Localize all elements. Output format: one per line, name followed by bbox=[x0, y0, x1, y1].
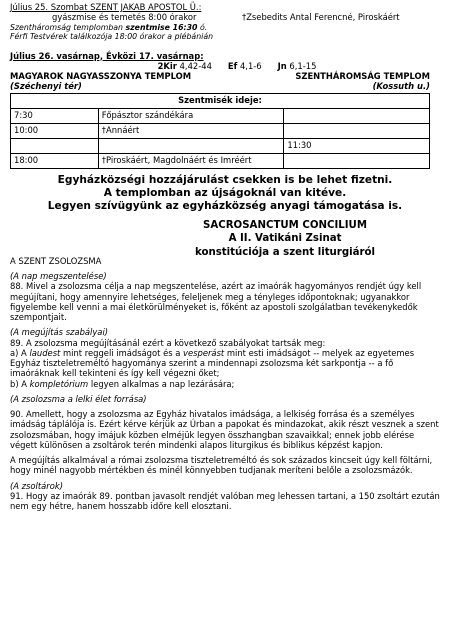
row-right bbox=[284, 153, 430, 168]
reading-1-ref: 4,42-44 bbox=[179, 60, 212, 71]
notice-line3: Legyen szívügyünk az egyházközség anyagi támogatása is. bbox=[47, 199, 403, 212]
row-intent: Főpásztor szándékára bbox=[98, 108, 284, 123]
reading-2 bbox=[228, 61, 262, 71]
sc-title1: SACROSANCTUM CONCILIUM bbox=[203, 220, 367, 232]
p89a-vesperast: vesperást bbox=[183, 347, 225, 358]
notice-line2: A templomban az újságoknál van kitéve. bbox=[103, 186, 347, 199]
day25-line1 bbox=[10, 12, 440, 22]
paragraph-91: 91. Hogy az imaórák 89. pontban javasolt rendjét valóban meg lehessen tartani, a 150 zsoltárt ezután nem egy hétre, hanem hosszabb időre kell elosztani. bbox=[10, 490, 440, 512]
sc-title3: konstitúciója a szent liturgiáról bbox=[194, 246, 376, 258]
paragraph-90b: A megújítás alkalmával a római zsolozsma tiszteletreméltó és sok százados kincseit úgy kell föltárni, hogy minél nagyobb mértékben és minél könnyebben tudjanak meríteni belőle a zsolozsmázók. bbox=[10, 455, 433, 476]
row-time: 10:00 bbox=[11, 123, 99, 138]
day25-mass-left: gyászmise és temetés 8:00 órakor bbox=[52, 12, 197, 23]
subheading-4: (A zsoltárok) bbox=[10, 480, 63, 491]
bulletin-page bbox=[10, 2, 440, 511]
mass-schedule-table bbox=[10, 93, 430, 169]
document-body bbox=[10, 271, 440, 511]
church-right: SZENTHÁROMSÁG TEMPLOM bbox=[295, 71, 430, 81]
row-intent: †Piroskáért, Magdolnáért és Imréért bbox=[98, 153, 284, 168]
paragraph-90: 90. Amellett, hogy a zsolozsma az Egyház hivatalos imádsága, a lelkiség forrása és a személyes imádság táplálója is. Ezért kérve kérjük az Úrban a papokat és mindazokat, akik részt vesznek a szent zsolozsmában, hogy imájuk közben elméjük legyen összhangban szavaikkal; ennek jobb elérése végett különösen a zsoltárok terén mindenki alapos liturgikus és biblikus képzést kapjon. bbox=[10, 409, 439, 450]
table-row bbox=[11, 138, 430, 153]
row-time: 18:00 bbox=[11, 153, 99, 168]
row-time bbox=[11, 138, 99, 153]
row-right: 11:30 bbox=[284, 138, 430, 153]
paragraph-89: 89. A zsolozsma megújításánál ezért a következő szabályokat tartsák meg: bbox=[10, 337, 326, 348]
subheading-1: (A nap megszentelése) bbox=[10, 271, 107, 282]
readings bbox=[50, 61, 440, 71]
subheading-3: (A zsolozsma a lelki élet forrása) bbox=[10, 393, 147, 404]
table-header-row bbox=[11, 93, 430, 108]
day25-section bbox=[10, 2, 440, 42]
day25-line2 bbox=[10, 23, 440, 33]
church-places bbox=[10, 81, 430, 91]
p89b-post: legyen alkalmas a nap lezárására; bbox=[88, 378, 235, 389]
subheading-2: (A megújítás szabályai) bbox=[10, 327, 109, 338]
day25-line2-bold: szentmise 16:30 bbox=[125, 22, 198, 32]
church-left: MAGYAROK NAGYASSZONYA TEMPLOM bbox=[10, 71, 192, 81]
table-header: Szentmisék ideje: bbox=[11, 93, 430, 108]
reading-3 bbox=[278, 61, 317, 71]
p89a-mid: mint reggeli imádságot és a bbox=[60, 347, 184, 358]
paragraph-89b bbox=[10, 379, 440, 389]
day25-line2-pre: Szentháromság templomban bbox=[10, 22, 126, 32]
place-left: (Széchenyi tér) bbox=[10, 81, 82, 92]
p89b-kompletorium: kompletórium bbox=[29, 378, 89, 389]
day26-heading: Július 26. vasárnap, Évközi 17. vasárnap: bbox=[10, 50, 204, 61]
row-intent: †Annáért bbox=[98, 123, 284, 138]
day25-mass-right: †Zsebedits Antal Ferencné, Piroskáért bbox=[242, 12, 400, 23]
day25-line3: Férfi Testvérek találkozója 18:00 órakor a plébánián bbox=[10, 32, 214, 41]
paragraph-89a bbox=[10, 348, 440, 379]
p89a-laudest: laudest bbox=[29, 347, 61, 358]
day25-heading: Július 25. Szombat SZENT JAKAB APOSTOL Ü.: bbox=[10, 2, 202, 12]
notice-line1: Egyházközségi hozzájárulást csekken is be lehet fizetni. bbox=[57, 173, 393, 186]
table-row bbox=[11, 123, 430, 138]
p89a-post: mint esti imádságot -- melyek az egyetemes Egyház tiszteletreméltó hagyománya szerint a mindennapi zsolozsma két sarkpontja -- a fő imaóráknak kell tekinteni és így kell végezni őket; bbox=[10, 347, 415, 379]
reading-1-book: 2Kir bbox=[157, 60, 177, 71]
reading-3-book: Jn bbox=[277, 60, 287, 71]
p89a-pre: a) A bbox=[10, 347, 30, 358]
reading-1 bbox=[158, 61, 212, 71]
p89b-pre: b) A bbox=[10, 378, 30, 389]
row-time: 7:30 bbox=[11, 108, 99, 123]
row-right bbox=[284, 108, 430, 123]
table-row bbox=[11, 153, 430, 168]
row-right bbox=[284, 123, 430, 138]
place-right: (Kossuth u.) bbox=[372, 81, 430, 92]
reading-2-ref: 4,1-6 bbox=[239, 60, 262, 71]
day25-line2-post: ó. bbox=[197, 22, 208, 32]
section-heading: A SZENT ZSOLOZSMA bbox=[10, 255, 102, 266]
day26-section bbox=[10, 51, 440, 169]
sc-title bbox=[130, 219, 440, 259]
row-intent bbox=[98, 138, 284, 153]
sc-title2: A II. Vatikáni Zsinat bbox=[228, 233, 342, 245]
reading-2-book: Ef bbox=[227, 60, 238, 71]
church-names bbox=[10, 71, 430, 81]
paragraph-88: 88. Mivel a zsolozsma célja a nap megszentelése, azért az imaórák hagyományos rendjét úgy kell megújítani, hogy amennyire lehetséges, feleljenek meg a tényleges időpontoknak; ugyanakkor figyelembe kell venni a mai életkörülményeket is, főként az apostoli szolgálatban tevékenykedők szempontjait. bbox=[10, 281, 422, 323]
contribution-notice bbox=[10, 174, 440, 214]
table-row bbox=[11, 108, 430, 123]
reading-3-ref: 6,1-15 bbox=[289, 60, 317, 71]
